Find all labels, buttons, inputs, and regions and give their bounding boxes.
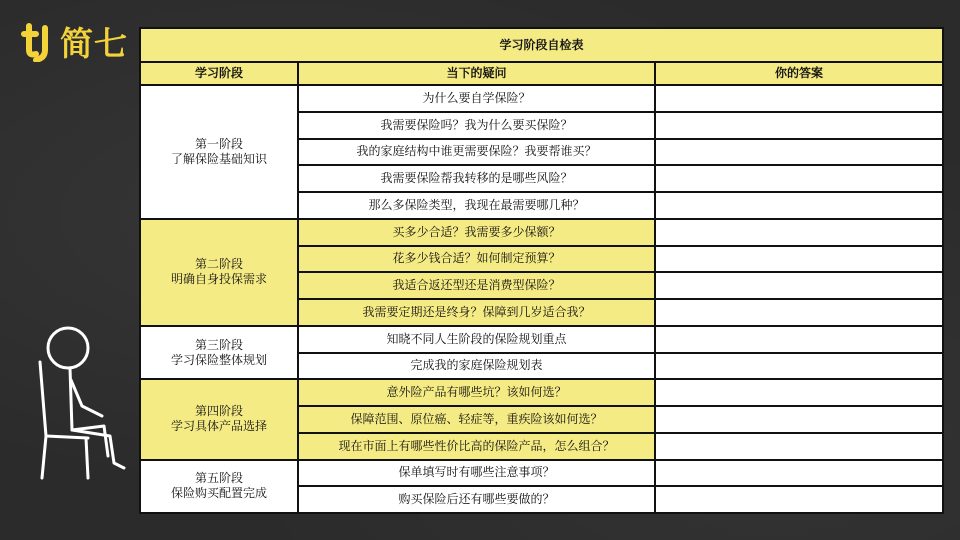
question-cell: 为什么要自学保险？ (298, 85, 655, 112)
answer-cell[interactable] (655, 165, 943, 192)
stick-figure-sitting-icon (28, 318, 133, 483)
brand-logo-text: 简七 (60, 23, 128, 63)
question-cell: 保单填写时有哪些注意事项？ (298, 460, 655, 487)
stage-description: 学习保险整体规划 (170, 352, 267, 367)
answer-cell[interactable] (655, 460, 943, 487)
question-cell: 意外险产品有哪些坑？该如何选？ (298, 379, 655, 406)
brand-logo-icon (20, 20, 56, 62)
answer-cell[interactable] (655, 299, 943, 326)
table-row (140, 379, 943, 406)
question-cell: 购买保险后还有哪些要做的？ (298, 486, 655, 513)
answer-cell[interactable] (655, 192, 943, 219)
question-cell: 知晓不同人生阶段的保险规划重点 (298, 326, 655, 353)
answer-cell[interactable] (655, 433, 943, 460)
answer-cell[interactable] (655, 486, 943, 513)
stage-name: 第三阶段 (194, 337, 243, 352)
answer-cell[interactable] (655, 379, 943, 406)
answer-cell[interactable] (655, 246, 943, 273)
table-title-row (140, 28, 943, 62)
question-cell: 我需要保险帮我转移的是哪些风险？ (298, 165, 655, 192)
question-cell: 保障范围、原位癌、轻症等，重疾险该如何选？ (298, 406, 655, 433)
question-cell: 我适合返还型还是消费型保险？ (298, 272, 655, 299)
stage-description: 保险购买配置完成 (170, 486, 267, 501)
answer-cell[interactable] (655, 272, 943, 299)
stage-cell (140, 219, 298, 326)
stage-description: 了解保险基础知识 (170, 151, 267, 166)
question-cell: 那么多保险类型，我现在最需要哪几种？ (298, 192, 655, 219)
question-cell: 花多少钱合适？如何制定预算？ (298, 246, 655, 273)
stage-cell (140, 85, 298, 219)
table-row (140, 326, 943, 353)
table-title: 学习阶段自检表 (140, 28, 943, 62)
header-question: 当下的疑问 (298, 62, 655, 85)
stage-name: 第一阶段 (194, 136, 243, 151)
brand-logo (20, 18, 128, 64)
stage-name: 第二阶段 (194, 257, 243, 272)
answer-cell[interactable] (655, 353, 943, 380)
self-check-table (139, 27, 944, 514)
answer-cell[interactable] (655, 406, 943, 433)
table-row (140, 460, 943, 487)
stage-name: 第四阶段 (194, 404, 243, 419)
stage-cell (140, 379, 298, 459)
stage-name: 第五阶段 (194, 471, 243, 486)
header-stage: 学习阶段 (140, 62, 298, 85)
stage-description: 明确自身投保需求 (170, 272, 267, 287)
table-row (140, 85, 943, 112)
answer-cell[interactable] (655, 85, 943, 112)
table-header-row (140, 62, 943, 85)
answer-cell[interactable] (655, 326, 943, 353)
table-body (140, 85, 943, 513)
question-cell: 我的家庭结构中谁更需要保险？我要帮谁买？ (298, 139, 655, 166)
stage-cell (140, 326, 298, 380)
table-row (140, 219, 943, 246)
stage-description: 学习具体产品选择 (170, 419, 267, 434)
question-cell: 我需要定期还是终身？保障到几岁适合我？ (298, 299, 655, 326)
question-cell: 现在市面上有哪些性价比高的保险产品，怎么组合？ (298, 433, 655, 460)
answer-cell[interactable] (655, 112, 943, 139)
stage-cell (140, 460, 298, 514)
question-cell: 完成我的家庭保险规划表 (298, 353, 655, 380)
question-cell: 我需要保险吗？我为什么要买保险？ (298, 112, 655, 139)
answer-cell[interactable] (655, 139, 943, 166)
answer-cell[interactable] (655, 219, 943, 246)
header-answer: 你的答案 (655, 62, 943, 85)
question-cell: 买多少合适？我需要多少保额？ (298, 219, 655, 246)
